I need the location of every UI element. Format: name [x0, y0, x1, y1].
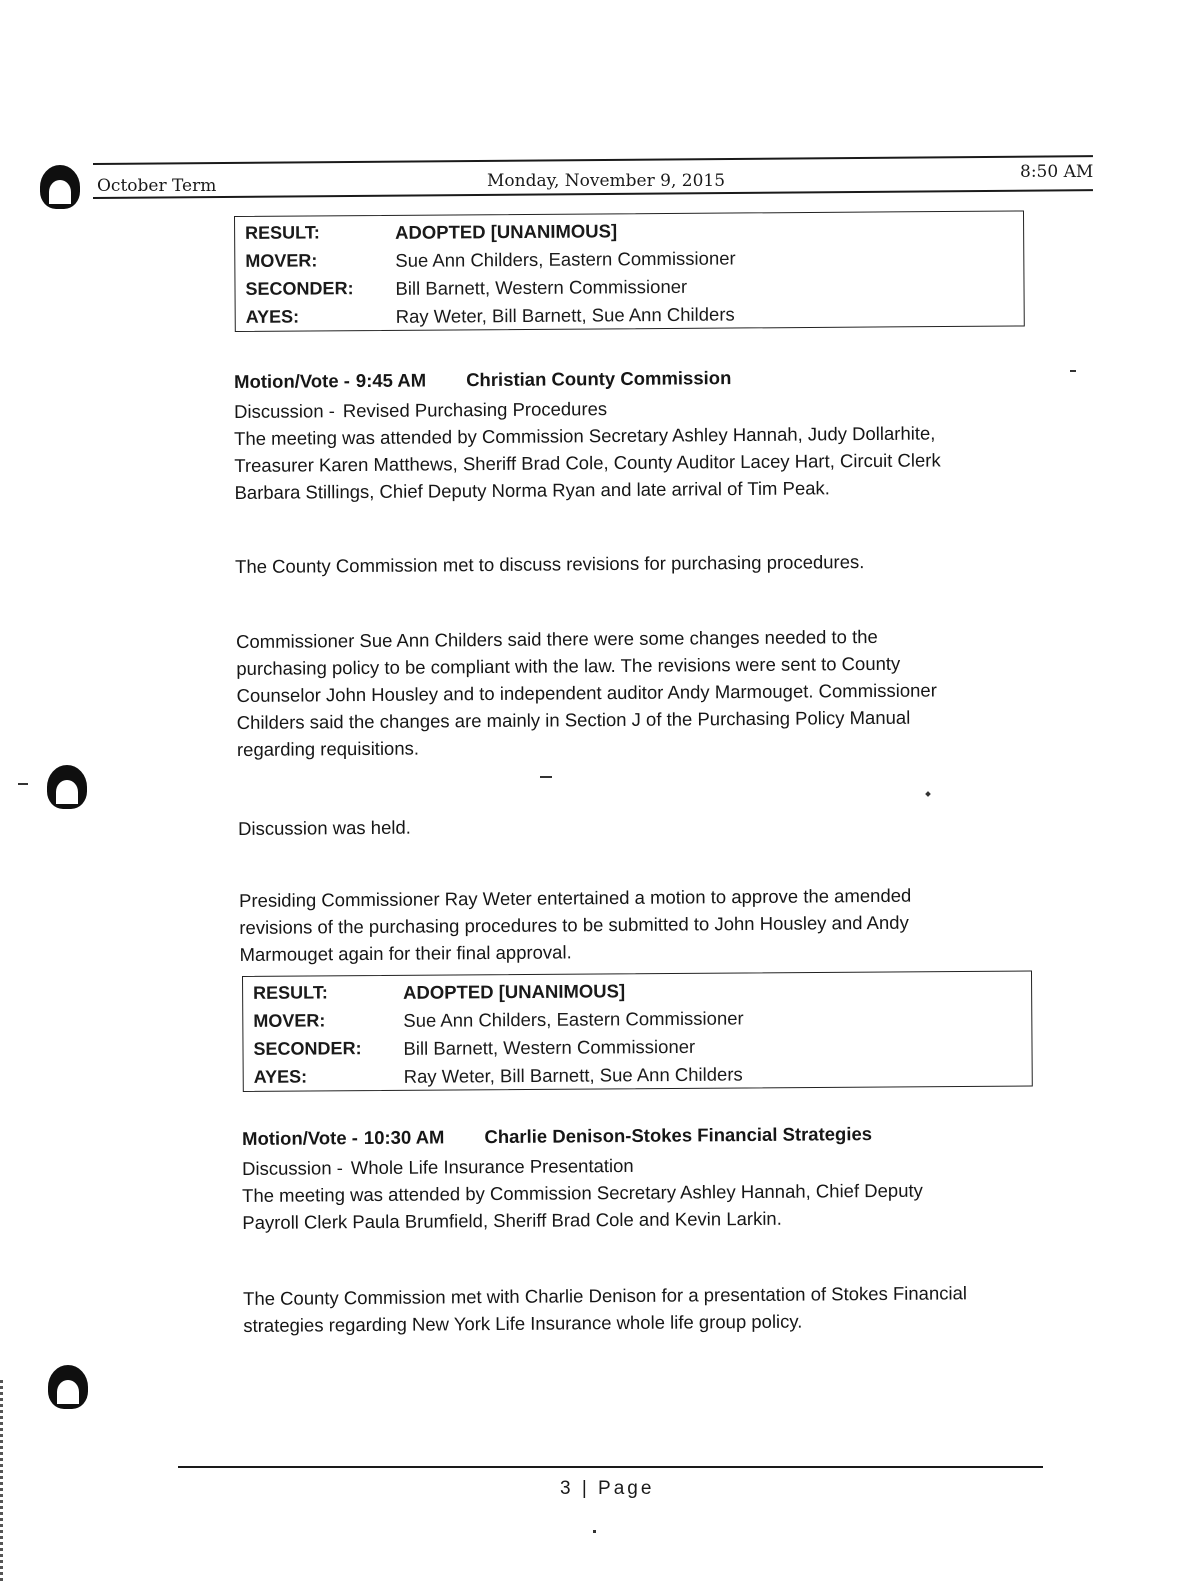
- mover-label: MOVER:: [253, 1010, 326, 1031]
- paragraph: [235, 548, 864, 580]
- text-line: Commissioner Sue Ann Childers said there were some changes needed to the: [236, 625, 878, 652]
- discussion-label: Discussion -: [242, 1157, 343, 1179]
- mover-value: Sue Ann Childers, Eastern Commissioner: [395, 247, 736, 271]
- text-line: The County Commission met with Charlie Denison for a presentation of Stokes Financial: [243, 1282, 968, 1309]
- ayes-label: AYES:: [245, 306, 300, 327]
- seconder-value: Bill Barnett, Western Commissioner: [395, 275, 688, 299]
- discussion-line: [242, 1152, 634, 1182]
- text-line: Marmouget again for their final approval.: [239, 941, 572, 965]
- text-line: The meeting was attended by Commission Secretary Ashley Hannah, Judy Dollarhite,: [234, 422, 936, 449]
- ayes-value: Ray Weter, Bill Barnett, Sue Ann Childers: [395, 303, 735, 327]
- motion-entity: Christian County Commission: [466, 367, 732, 391]
- vote-row-ayes: [236, 297, 1024, 331]
- text-line: The meeting was attended by Commission Secretary Ashley Hannah, Chief Deputy: [242, 1179, 923, 1206]
- seconder-value: Bill Barnett, Western Commissioner: [403, 1035, 696, 1059]
- scan-edge: [0, 1380, 3, 1582]
- text-line: strategies regarding New York Life Insurance whole life group policy.: [243, 1310, 803, 1336]
- header-rule-top: [93, 155, 1093, 165]
- ayes-value: Ray Weter, Bill Barnett, Sue Ann Childers: [403, 1063, 743, 1087]
- scan-speck: [925, 791, 931, 797]
- discussion-topic: Revised Purchasing Procedures: [342, 398, 608, 422]
- mover-value: Sue Ann Childers, Eastern Commissioner: [403, 1007, 744, 1031]
- motion-label: Motion/Vote -: [234, 370, 350, 392]
- motion-time: 9:45 AM: [355, 369, 427, 392]
- text-line: The County Commission met to discuss revisions for purchasing procedures.: [235, 551, 865, 577]
- mover-label: MOVER:: [245, 250, 318, 271]
- paragraph: [243, 1279, 967, 1339]
- motion-heading: [234, 364, 731, 395]
- text-line: Treasurer Karen Matthews, Sheriff Brad Cole, County Auditor Lacey Hart, Circuit Clerk: [234, 449, 941, 476]
- text-line: Counselor John Housley and to independent auditor Andy Marmouget. Commissioner: [236, 679, 937, 706]
- margin-mark: [18, 783, 28, 785]
- motion-label: Motion/Vote -: [242, 1127, 358, 1149]
- discussion-topic: Whole Life Insurance Presentation: [350, 1154, 634, 1179]
- text-line: Payroll Clerk Paula Brumfield, Sheriff Brad Cole and Kevin Larkin.: [242, 1207, 782, 1233]
- page-number: 3 | Page: [560, 1478, 655, 1499]
- seconder-label: SECONDER:: [253, 1038, 362, 1059]
- ayes-label: AYES:: [253, 1066, 308, 1087]
- text-line: Presiding Commissioner Ray Weter entertained a motion to approve the amended: [239, 884, 912, 911]
- motion-heading: [242, 1120, 872, 1152]
- binder-hole-middle: [47, 765, 87, 809]
- paragraph: [236, 622, 937, 762]
- vote-table: [234, 210, 1025, 332]
- seconder-label: SECONDER:: [245, 278, 354, 299]
- scan-speck: [593, 1530, 596, 1533]
- discussion-line: [234, 395, 607, 425]
- paragraph: [239, 882, 912, 968]
- footer-rule: [178, 1466, 1043, 1468]
- text-line: regarding requisitions.: [236, 737, 420, 760]
- motion-entity: Charlie Denison-Stokes Financial Strategies: [484, 1123, 873, 1148]
- header-term: October Term: [97, 176, 217, 196]
- motion-time: 10:30 AM: [363, 1126, 445, 1149]
- discussion-label: Discussion -: [234, 400, 335, 422]
- result-label: RESULT:: [253, 982, 328, 1003]
- binder-hole-bottom: [48, 1365, 88, 1409]
- result-label: RESULT:: [245, 222, 320, 243]
- paragraph: [238, 814, 411, 842]
- result-value: ADOPTED [UNANIMOUS]: [403, 980, 626, 1003]
- header-date: Monday, November 9, 2015: [487, 171, 726, 191]
- attendance-paragraph: [242, 1177, 923, 1236]
- text-line: Barbara Stillings, Chief Deputy Norma Ryan and late arrival of Tim Peak.: [234, 477, 830, 503]
- attendance-paragraph: [234, 419, 941, 506]
- text-line: revisions of the purchasing procedures to be submitted to John Housley and Andy: [239, 911, 909, 938]
- text-line: purchasing policy to be compliant with the law. The revisions were sent to County: [236, 652, 901, 679]
- text-line: Discussion was held.: [238, 816, 411, 839]
- result-value: ADOPTED [UNANIMOUS]: [395, 220, 618, 243]
- vote-row-ayes: [244, 1057, 1032, 1091]
- header-time: 8:50 AM: [1020, 162, 1094, 182]
- binder-hole-top: [40, 165, 80, 209]
- scan-speck: [1070, 370, 1076, 372]
- vote-table: [242, 970, 1033, 1092]
- scan-speck: [540, 776, 552, 778]
- text-line: Childers said the changes are mainly in Section J of the Purchasing Policy Manual: [236, 706, 911, 733]
